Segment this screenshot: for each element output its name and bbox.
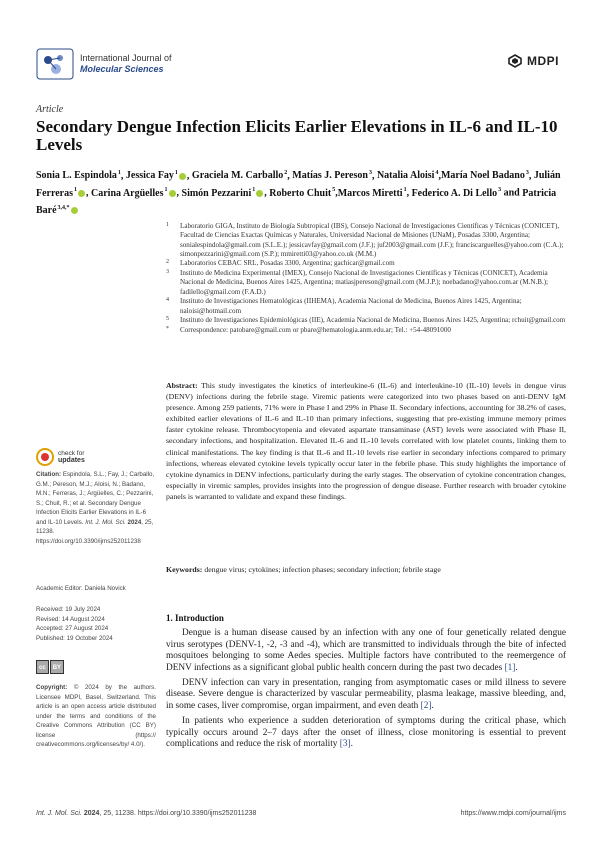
- author-name: Natalia Aloisi: [376, 170, 435, 182]
- citation-text: Espindola, S.L.; Fay, J.; Carballo, G.M.; Pereson, M.J.; Aloisi, N.; Badano, M.N.; Ferreras, J.; Argüelles, C.; Pezzarini, S.; Chuit, R.; et al. Secondary Dengue Infection Elicits Earlier Elevations in IL-6 and IL-10 Levels.: [36, 471, 155, 526]
- citation-journal: Int. J. Mol. Sci.: [85, 518, 126, 526]
- journal-name: [80, 53, 172, 75]
- check-updates-line2: updates: [58, 457, 85, 464]
- citation: [36, 470, 156, 546]
- affiliation-number: 1: [166, 222, 169, 228]
- page-footer: [36, 810, 566, 817]
- accepted-date: Accepted: 27 August 2024: [36, 625, 109, 632]
- author-name: Sonia L. Espindola: [36, 170, 117, 182]
- paragraph: DENV infection can vary in presentation, ranging from asymptomatic cases or mild illness to severe disease. Severe dengue is characterized by vascular permeability, plasma leakage, massive bleeding, and, in some cases, liver compromise, organ impairment, and even death [2].: [166, 677, 566, 712]
- author-name: Graciela M. Carballo: [191, 170, 284, 182]
- author-separator: ,: [86, 187, 92, 199]
- author-affiliation-marker: 3: [525, 170, 529, 176]
- reference-link[interactable]: [3]: [339, 739, 351, 750]
- reference-link[interactable]: [1]: [504, 662, 516, 673]
- abstract-text: This study investigates the kinetics of interleukine-6 (IL-6) and interleukine-10 (IL-10) levels in dengue virus (DENV) infections during the febrile stage. Viremic patients were categorized into two phases based on anti-DENV IgM presence. Among 259 patients, 71% were in Phase I and 29% in Phase II. Secondary infections, accounting for 38.2% of cases, exhibited earlier elevations of IL-6 and IL-10 than primary infections, suggesting that pre-existing immune memory primes faster cytokine release. Thrombocytopenia and elevated aspartate transaminase (AST) levels were associated with Phase II, secondary infections, and hospitalization. Elevated IL-6 and IL-10 levels correlated with low platelet counts, linking them to clinical manifestations. The key finding is that IL-6 and IL-10 levels rise earlier in secondary infections compared to primary infections, whereas elevated cytokine levels typically occur later in the febrile phase. This study highlights the importance of cytokine dynamics in DENV infections, particularly during the early stages. The observation of cytokine concentration changes, especially in viremic samples, provides insights into the progression of dengue disease. Further research with broader cytokine panels is warranted to validate and expand these findings.: [166, 381, 567, 501]
- journal-name-line2: Molecular Sciences: [80, 64, 164, 74]
- author-separator: ,: [371, 170, 377, 182]
- paragraph-text: Dengue is a human disease caused by an infection with any one of four genetically related dengue virus serotypes (DENV-1, -2, -3 and -4), which are transmitted to individuals through the bite of infected mosquitoes belonging to some Aedes species. Multiple factors have contributed to the reemergence of DENV infections as a significant global public health concern during the past two decades: [166, 628, 566, 673]
- copyright-notice: [36, 683, 156, 750]
- paragraph: In patients who experience a sudden deterioration of symptoms during the critical phase, which typically occurs around 2–7 days after the onset of illness, close monitoring is essential to prevent complications and reduce the risk of mortality [3].: [166, 716, 566, 750]
- keywords: [166, 564, 566, 575]
- orcid-icon[interactable]: [71, 207, 78, 214]
- author-name: Marcos Miretti: [337, 187, 403, 199]
- keywords-label: Keywords:: [166, 565, 203, 574]
- author-name: María Noel Badano: [440, 170, 525, 182]
- citation-rest: , 25, 11238. https://doi.org/10.3390/ijms252011238: [36, 518, 154, 545]
- affiliation-item: [166, 316, 566, 325]
- author-affiliation-marker: 2: [284, 170, 288, 176]
- author-list: [36, 166, 566, 218]
- footer-journal: Int. J. Mol. Sci.: [36, 810, 82, 817]
- affiliation-item: [166, 222, 566, 259]
- affiliation-number: 5: [166, 316, 169, 323]
- paragraph: Dengue is a human disease caused by an infection with any one of four genetically related dengue virus serotypes (DENV-1, -2, -3 and -4), which are transmitted to individuals through the bite of infected mosquitoes belonging to some Aedes species. Multiple factors have contributed to the reemergence of DENV infections as a significant global public health concern during the past two decades [1].: [166, 628, 566, 673]
- footer-year: 2024: [83, 810, 100, 817]
- mdpi-icon: [508, 54, 522, 68]
- check-updates-line1: check for: [58, 449, 85, 457]
- author[interactable]: [91, 188, 177, 199]
- author[interactable]: [182, 188, 265, 199]
- affiliations: [166, 222, 566, 335]
- author-affiliation-marker: 3: [368, 170, 372, 176]
- orcid-icon[interactable]: [179, 173, 186, 180]
- affiliation-item: [166, 297, 566, 316]
- author[interactable]: [126, 170, 187, 181]
- author-separator: ,: [287, 170, 293, 182]
- author[interactable]: [269, 188, 335, 199]
- footer-citation: [36, 810, 256, 817]
- paragraph-text: In patients who experience a sudden deterioration of symptoms during the critical phase, which typically occurs around 2–7 days after the onset of illness, close monitoring is essential to prevent complications and reduce the risk of mortality: [166, 716, 566, 750]
- affiliation-text: Instituto de Medicina Experimental (IMEX), Consejo Nacional de Investigaciones Científicas y Técnicas (CONICET), Academia Nacional de Medicina, Buenos Aires 1425, Argentina; matiasjpereson@gmail.com (M.J.P.); noebadano@yahoo.com.ar (M.N.B.); fadilello@gmail.com (F.A.D.): [180, 269, 549, 296]
- copyright-text: © 2024 by the authors. Licensee MDPI, Basel, Switzerland. This article is an open access article distributed under the terms and conditions of the Creative Commons Attribution (CC BY) license (https:// creativecommons.org/licenses/by/ 4.0/).: [36, 684, 156, 748]
- journal-logo: [36, 48, 74, 80]
- academic-editor: Academic Editor: Daniela Novick: [36, 585, 126, 592]
- published-date: Published: 19 October 2024: [36, 634, 113, 642]
- paragraph-text: DENV infection can vary in presentation, ranging from asymptomatic cases or mild illness to severe disease. Severe dengue is characterized by vascular permeability, plasma leakage, massive bleeding, and, in some cases, liver compromise, organ impairment, and even death: [166, 677, 566, 712]
- author-name: Julián Ferreras: [36, 170, 561, 199]
- affiliation-item: [166, 269, 566, 297]
- author-name: Roberto Chuit: [269, 187, 332, 199]
- affiliation-number: *: [166, 325, 169, 332]
- affiliation-number: 2: [166, 259, 169, 266]
- journal-name-line1: International Journal of: [80, 53, 172, 63]
- author[interactable]: [412, 188, 502, 199]
- orcid-icon[interactable]: [78, 190, 85, 197]
- author-affiliation-marker: 3: [498, 187, 502, 194]
- author[interactable]: [338, 188, 407, 199]
- author-affiliation-marker: 3,4,*: [57, 204, 70, 211]
- author-name: Carina Argüelles: [91, 187, 164, 199]
- affiliation-text: Instituto de Investigaciones Epidemiológicas (IIE), Academia Nacional de Medicina, Buenos Aires 1425, Argentina; rchuit@gmail.com: [180, 316, 566, 325]
- affiliation-item: [166, 259, 566, 268]
- article-type: Article: [36, 104, 64, 115]
- author-name: Patricia Baré: [36, 187, 557, 216]
- received-date: Received: 19 July 2024: [36, 606, 101, 613]
- author-name: Jessica Fay: [125, 170, 174, 182]
- author-affiliation-marker: 1: [164, 187, 168, 194]
- author[interactable]: [441, 170, 529, 181]
- author[interactable]: [192, 170, 287, 181]
- author-name: Simón Pezzarini: [181, 187, 252, 199]
- by-icon: BY: [50, 660, 64, 674]
- author-separator: ,: [335, 187, 338, 199]
- publisher-name: MDPI: [527, 54, 559, 68]
- section-heading-introduction: 1. Introduction: [166, 613, 224, 623]
- author-affiliation-marker: 1: [74, 187, 78, 194]
- affiliation-text: Correspondence: patobare@gmail.com or pbare@hematologia.anm.edu.ar; Tel.: +54-48091000: [180, 325, 451, 334]
- author-separator: ,: [406, 187, 412, 199]
- author-affiliation-marker: 5: [332, 187, 336, 194]
- affiliation-number: 4: [166, 297, 169, 304]
- citation-year: 2024: [127, 518, 142, 526]
- copyright-label: Copyright:: [36, 684, 68, 691]
- author-affiliation-marker: 4: [435, 170, 439, 176]
- publisher-logo: [508, 54, 559, 68]
- author-separator: ,: [176, 187, 182, 199]
- reference-link[interactable]: [2]: [420, 701, 432, 712]
- author-affiliation-marker: 1: [117, 170, 121, 176]
- affiliation-text: Laboratorio GIGA, Instituto de Biología Subtropical (IBS), Consejo Nacional de Investigaciones Científicas y Técnicas (CONICET), Facultad de Ciencias Exactas Químicas y Naturales, Universidad Nacional de Misiones (UNaM), Posadas 3300, Argentina; sonialespindola@gmail.com (S.L.E.); jessicavfay@gmail.com (J.F.); juf2003@gmail.com (J.F.); franciscarguelles@yahoo.com (C.A.); simonpezzarini@gmail.com (S.P.); mmiretti03@yahoo.co.uk (M.M.): [180, 222, 564, 258]
- author[interactable]: [292, 170, 372, 181]
- affiliation-number: 3: [166, 269, 169, 276]
- affiliation-text: Laboratorios CEBAC SRL, Posadas 3300, Argentina; gachicar@gmail.com: [180, 259, 395, 268]
- check-for-updates-button[interactable]: [36, 448, 85, 466]
- author-name: Federico A. Di Lello: [411, 187, 498, 199]
- abstract-label: Abstract:: [166, 381, 198, 390]
- author-separator: ,: [120, 170, 126, 182]
- author-separator: ,: [438, 170, 441, 182]
- cc-license-badge[interactable]: [36, 660, 64, 674]
- introduction-body: [166, 628, 566, 754]
- affiliation-item: [166, 326, 566, 335]
- revised-date: Revised: 14 August 2024: [36, 615, 105, 623]
- author[interactable]: [36, 170, 121, 181]
- author-name: Matías J. Pereson: [292, 170, 368, 182]
- citation-label: Citation:: [36, 471, 62, 478]
- author-separator: ,: [528, 170, 534, 182]
- check-updates-icon: [36, 448, 54, 466]
- keywords-text: dengue virus; cytokines; infection phases; secondary infection; febrile stage: [204, 565, 441, 574]
- orcid-icon[interactable]: [169, 190, 176, 197]
- author-separator: and: [501, 187, 523, 199]
- abstract: [166, 380, 566, 502]
- author-separator: ,: [264, 187, 270, 199]
- author[interactable]: [377, 170, 439, 181]
- author-affiliation-marker: 1: [174, 170, 178, 176]
- publication-dates: [36, 605, 156, 643]
- author-separator: ,: [186, 170, 192, 182]
- footer-url[interactable]: https://www.mdpi.com/journal/ijms: [460, 810, 566, 817]
- affiliation-text: Instituto de Investigaciones Hematológicas (IIHEMA), Academia Nacional de Medicina, Buenos Aires 1425, Argentina; naloisi@hotmail.com: [180, 297, 522, 315]
- orcid-icon[interactable]: [256, 190, 263, 197]
- article-title: Secondary Dengue Infection Elicits Earlier Elevations in IL-6 and IL-10 Levels: [36, 117, 558, 154]
- footer-rest: , 25, 11238. https://doi.org/10.3390/ijms252011238: [99, 810, 257, 817]
- author-affiliation-marker: 1: [403, 187, 407, 194]
- cc-icon: cc: [36, 660, 49, 674]
- author-affiliation-marker: 1: [252, 187, 256, 194]
